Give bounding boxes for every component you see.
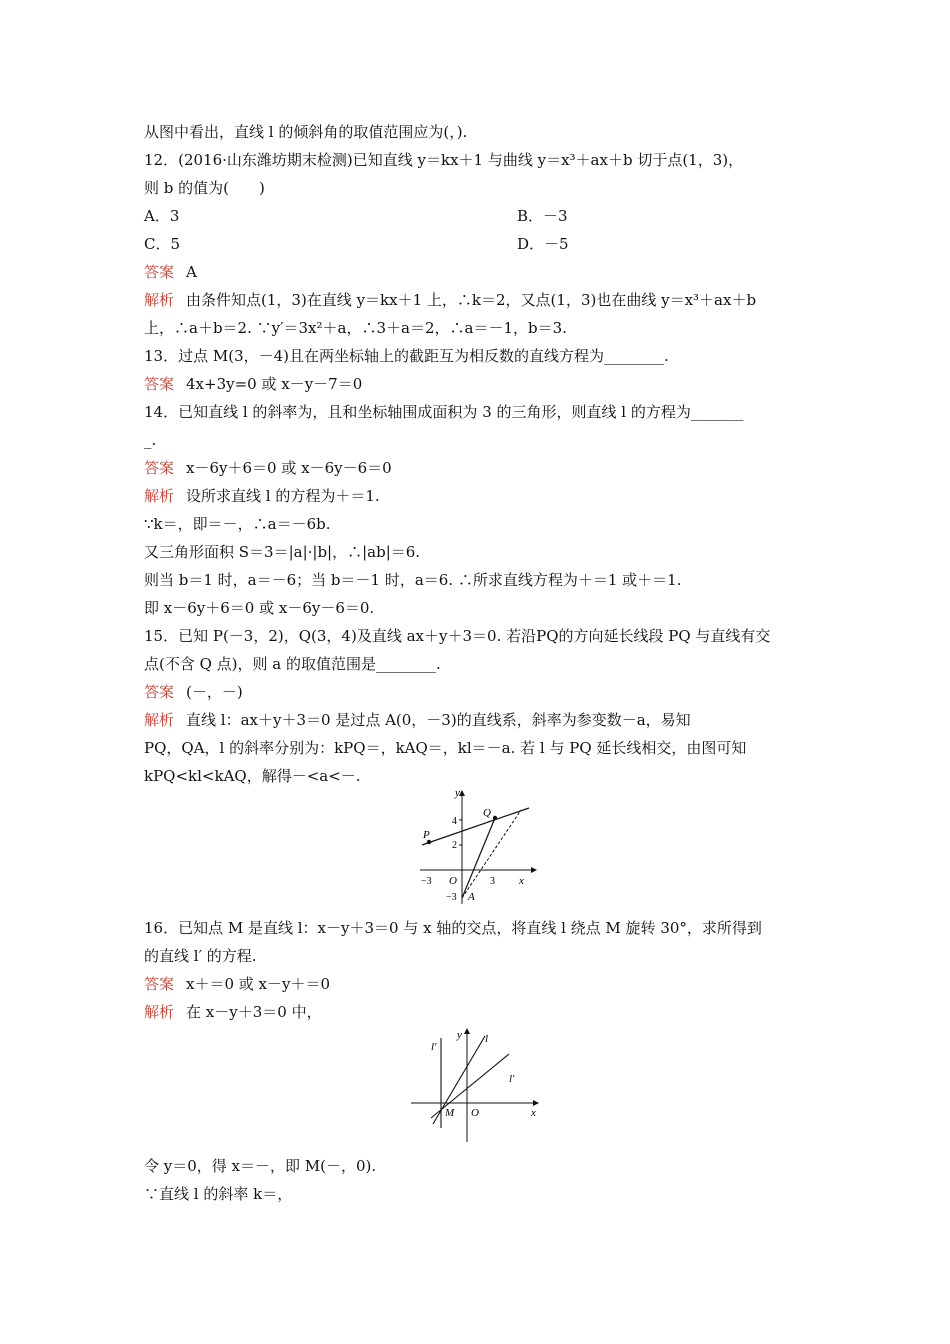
p-label: P [423, 829, 430, 841]
option-row [144, 234, 180, 254]
line-l-prime-right [431, 1054, 509, 1118]
q-label: Q [483, 807, 491, 819]
option-b: B．－3 [517, 207, 568, 225]
analysis-label: 解析 [144, 291, 175, 309]
answer-value: x－6y＋6＝0 或 x－6y－6＝0 [186, 459, 392, 477]
x-axis-arrow [531, 867, 537, 873]
m-label: M [445, 1107, 455, 1119]
answer-line [144, 974, 330, 994]
figure-rotated-lines [405, 1024, 545, 1148]
a-label: A [468, 891, 475, 903]
analysis-label: 解析 [144, 487, 175, 505]
y-axis-arrow [464, 1028, 470, 1034]
answer-value: (－，－) [186, 683, 243, 701]
analysis-line [144, 290, 756, 310]
text-line: 的直线 l′ 的方程. [144, 947, 257, 965]
tick-label-2: 2 [452, 840, 457, 851]
x-label: x [531, 1107, 536, 1119]
l-prime-label-1: l′ [431, 1041, 437, 1053]
answer-line [144, 374, 362, 394]
y-label: y [455, 787, 460, 799]
question-14: 14．已知直线 l 的斜率为，且和坐标轴围成面积为 3 的三角形，则直线 l 的方程为_______ [144, 403, 744, 421]
text-line: ∵直线 l 的斜率 k＝， [144, 1185, 293, 1203]
text-line: PQ，QA，l 的斜率分别为：kPQ＝，kAQ＝，kl＝－a. 若 l 与 PQ 延长线相交，由图可知 [144, 739, 747, 757]
l-label: l [485, 1033, 489, 1045]
y-label: y [457, 1029, 462, 1041]
l-prime-label-2: l′ [509, 1073, 515, 1085]
option-d: D．－5 [517, 235, 569, 253]
text-line: 则 b 的值为( ) [144, 179, 265, 197]
text-line: 点(不含 Q 点)，则 a 的取值范围是________. [144, 655, 441, 673]
text-line: 则当 b＝1 时，a＝－6；当 b＝－1 时，a＝6. ∴所求直线方程为＋＝1 或＋＝1. [144, 571, 682, 589]
text-line: 即 x－6y＋6＝0 或 x－6y－6＝0. [144, 599, 375, 617]
answer-label: 答案 [144, 975, 175, 993]
analysis-text: 由条件知点(1，3)在直线 y＝kx＋1 上，∴k＝2，又点(1，3)也在曲线 y＝x³＋ax＋b [186, 291, 757, 309]
origin-label: O [471, 1107, 479, 1119]
analysis-text: 在 x－y＋3＝0 中， [186, 1003, 322, 1021]
x-label: x [519, 875, 524, 887]
text-line: 令 y＝0，得 x＝－，即 M(－，0). [144, 1157, 377, 1175]
analysis-label: 解析 [144, 711, 175, 729]
analysis-line [144, 486, 380, 506]
tick-label-neg3-y: −3 [446, 892, 457, 903]
option-a: A．3 [144, 207, 180, 225]
line-pq [422, 808, 529, 845]
option-row [144, 206, 179, 226]
text-line: 从图中看出，直线 l 的倾斜角的取值范围应为(，). [144, 123, 468, 141]
text-line: 又三角形面积 S＝3＝|a|·|b|，∴|ab|＝6. [144, 543, 421, 561]
point-q [493, 816, 497, 820]
analysis-text: 上，∴a＋b＝2. ∵y′＝3x²＋a，∴3＋a＝2，∴a＝－1，b＝3. [144, 319, 567, 337]
answer-line [144, 262, 197, 282]
x-axis-arrow [533, 1100, 539, 1106]
answer-label: 答案 [144, 263, 175, 281]
origin-label: O [449, 875, 457, 887]
answer-label: 答案 [144, 683, 175, 701]
tick-label-3: 3 [490, 876, 495, 887]
y-axis-arrow [459, 790, 465, 796]
question-13: 13．过点 M(3，－4)且在两坐标轴上的截距互为相反数的直线方程为________. [144, 347, 669, 365]
text-line: kPQ<kl<kAQ，解得－<a<－. [144, 767, 361, 785]
text-line: ∵k＝，即＝－，∴a＝－6b. [144, 515, 331, 533]
analysis-text: 直线 l：ax＋y＋3＝0 是过点 A(0，－3)的直线系，斜率为参变数－a，易知 [186, 711, 691, 729]
analysis-line [144, 1002, 322, 1022]
question-16: 16．已知点 M 是直线 l：x－y＋3＝0 与 x 轴的交点，将直线 l 绕点 M 旋转 30°，求所得到 [144, 919, 762, 937]
option-row [517, 206, 568, 226]
analysis-text: 设所求直线 l 的方程为＋＝1. [186, 487, 380, 505]
option-c: C．5 [144, 235, 181, 253]
answer-line [144, 682, 243, 702]
text-line: _. [144, 431, 157, 449]
answer-line [144, 458, 392, 478]
answer-label: 答案 [144, 375, 175, 393]
analysis-line [144, 710, 691, 730]
question-12: 12．(2016·山东潍坊期末检测)已知直线 y＝kx＋1 与曲线 y＝x³＋ax＋b 切于点(1，3)， [144, 151, 744, 169]
option-row [517, 234, 569, 254]
figure-pq-line [415, 786, 540, 908]
analysis-label: 解析 [144, 1003, 175, 1021]
tick-label-4: 4 [452, 816, 457, 827]
answer-label: 答案 [144, 459, 175, 477]
tick-label-neg3: −3 [421, 876, 432, 887]
question-15: 15．已知 P(－3，2)，Q(3，4)及直线 ax＋y＋3＝0. 若沿PQ的方向延长线段 PQ 与直线有交 [144, 627, 771, 645]
answer-value: A [186, 263, 197, 281]
answer-value: x＋＝0 或 x－y＋＝0 [186, 975, 331, 993]
answer-value: 4x+3y=0 或 x－y－7＝0 [186, 375, 363, 393]
